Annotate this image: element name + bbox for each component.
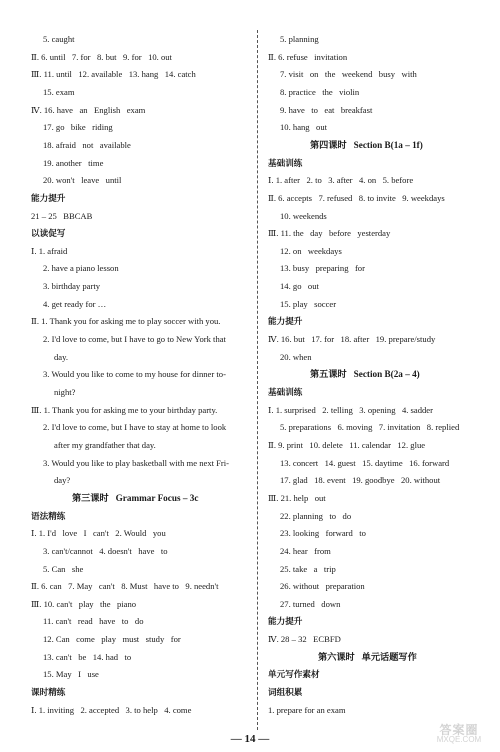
answer-line: Ⅳ. 28 – 32 ECBFD bbox=[268, 634, 341, 645]
watermark-top: 答案圈 bbox=[439, 723, 479, 737]
answer-line: 9. have to eat breakfast bbox=[280, 104, 373, 115]
answer-line: 10. weekends bbox=[280, 210, 327, 221]
lesson-heading: 第六课时 单元话题写作 bbox=[318, 651, 417, 662]
answer-line: 27. turned down bbox=[280, 598, 341, 609]
answer-line: 3. can't/cannot 4. doesn't have to bbox=[43, 545, 168, 556]
answer-line: Ⅳ. 16. but 17. for 18. after 19. prepare/study bbox=[268, 334, 436, 345]
answer-line: 13. busy preparing for bbox=[280, 263, 365, 274]
answer-line: 20. when bbox=[280, 351, 312, 362]
answer-line: 15. play soccer bbox=[280, 298, 337, 309]
answer-line: 21 – 25 BBCAB bbox=[31, 210, 93, 221]
answer-line: 1. prepare for an exam bbox=[268, 704, 346, 715]
answer-line: day? bbox=[54, 475, 71, 486]
answer-line: 5. caught bbox=[43, 34, 75, 44]
answer-line: 20. won't leave until bbox=[43, 175, 122, 186]
answer-line: 4. get ready for … bbox=[43, 298, 107, 309]
page-number: — 14 — bbox=[230, 733, 270, 745]
answer-line: 5. planning bbox=[280, 34, 319, 44]
answer-line: 10. hang out bbox=[280, 122, 328, 133]
answer-line: 13. can't be 14. had to bbox=[43, 651, 132, 662]
answer-line: after my grandfather that day. bbox=[54, 439, 156, 450]
answer-line: 15. exam bbox=[43, 86, 75, 97]
answer-line: 2. I'd love to come, but I have to go to New York that bbox=[43, 334, 226, 345]
answer-line: 17. glad 18. event 19. goodbye 20. without bbox=[280, 475, 441, 486]
answer-line: 17. go bike riding bbox=[43, 122, 113, 133]
answer-line: day. bbox=[54, 351, 68, 362]
section-label: 能力提升 bbox=[31, 192, 66, 203]
answer-line: 2. I'd love to come, but I have to stay at home to look bbox=[43, 422, 227, 433]
answer-line: Ⅰ. 1. surprised 2. telling 3. opening 4. sadder bbox=[268, 404, 433, 415]
answer-line: 14. go out bbox=[280, 281, 319, 292]
answer-line: Ⅱ. 9. print 10. delete 11. calendar 12. glue bbox=[268, 439, 426, 450]
lesson-heading: 第五课时 Section B(2a – 4) bbox=[310, 369, 420, 380]
section-label: 词组积累 bbox=[268, 687, 303, 698]
answer-line: night? bbox=[54, 387, 76, 397]
column-divider bbox=[257, 30, 258, 730]
answer-line: 19. another time bbox=[43, 157, 104, 168]
answer-line: 3. birthday party bbox=[43, 281, 101, 292]
answer-line: Ⅰ. 1. inviting 2. accepted 3. to help 4. come bbox=[31, 704, 192, 715]
answer-line: 23. looking forward to bbox=[280, 528, 366, 539]
answer-line: Ⅰ. 1. afraid bbox=[31, 245, 68, 256]
watermark-logo bbox=[424, 723, 494, 748]
answer-line: Ⅳ. 16. have an English exam bbox=[31, 104, 146, 115]
answer-line: 3. Would you like to play basketball with me next Fri- bbox=[43, 457, 230, 468]
answer-line: 26. without preparation bbox=[280, 581, 365, 592]
answer-line: Ⅲ. 21. help out bbox=[268, 492, 326, 503]
answer-line: 8. practice the violin bbox=[280, 86, 360, 97]
answer-line: Ⅱ. 6. can 7. May can't 8. Must have to 9. needn't bbox=[31, 581, 219, 592]
answer-line: 22. planning to do bbox=[280, 510, 352, 521]
answer-line: 5. preparations 6. moving 7. invitation 8. replied bbox=[280, 422, 460, 433]
answer-line: Ⅲ. 10. can't play the piano bbox=[31, 598, 137, 609]
answer-line: Ⅱ. 1. Thank you for asking me to play soccer with you. bbox=[31, 316, 221, 327]
section-label: 语法精练 bbox=[31, 510, 66, 521]
answer-line: 2. have a piano lesson bbox=[43, 263, 119, 274]
answer-line: Ⅲ. 1. Thank you for asking me to your birthday party. bbox=[31, 404, 218, 415]
section-label: 能力提升 bbox=[268, 616, 303, 627]
answer-line: Ⅰ. 1. after 2. to 3. after 4. on 5. before bbox=[268, 175, 414, 186]
answer-line: Ⅱ. 6. accepts 7. refused 8. to invite 9. weekdays bbox=[268, 192, 445, 203]
answer-line: 5. Can she bbox=[43, 563, 84, 574]
lesson-heading: 第四课时 Section B(1a – 1f) bbox=[310, 139, 423, 150]
answer-line: Ⅲ. 11. until 12. available 13. hang 14. catch bbox=[31, 69, 196, 80]
section-label: 以读促写 bbox=[31, 228, 66, 239]
answer-line: 13. concert 14. guest 15. daytime 16. forward bbox=[280, 457, 450, 468]
section-label: 能力提升 bbox=[268, 316, 303, 327]
answer-line: Ⅱ. 6. refuse invitation bbox=[268, 51, 348, 62]
section-label: 基础训练 bbox=[268, 157, 303, 168]
answer-line: 25. take a trip bbox=[280, 563, 336, 574]
answer-line: 12. on weekdays bbox=[280, 245, 342, 256]
answer-line: 3. Would you like to come to my house for dinner to- bbox=[43, 369, 226, 380]
section-label: 课时精练 bbox=[31, 687, 66, 698]
answer-line: 15. May I use bbox=[43, 669, 99, 680]
answer-line: 24. hear from bbox=[280, 545, 331, 556]
watermark-bottom: MXQE.COM bbox=[436, 735, 482, 744]
lesson-heading: 第三课时 Grammar Focus – 3c bbox=[72, 492, 199, 503]
answer-line: 11. can't read have to do bbox=[43, 616, 144, 627]
section-label: 基础训练 bbox=[268, 387, 303, 397]
answer-line: Ⅲ. 11. the day before yesterday bbox=[268, 228, 391, 239]
answer-line: Ⅱ. 6. until 7. for 8. but 9. for 10. out bbox=[31, 51, 172, 62]
answer-line: Ⅰ. 1. I'd love I can't 2. Would you bbox=[31, 528, 166, 539]
section-label: 单元写作素材 bbox=[268, 669, 320, 680]
answer-line: 18. afraid not available bbox=[43, 139, 131, 150]
answer-line: 7. visit on the weekend busy with bbox=[280, 69, 417, 80]
answer-line: 12. Can come play must study for bbox=[43, 634, 181, 645]
